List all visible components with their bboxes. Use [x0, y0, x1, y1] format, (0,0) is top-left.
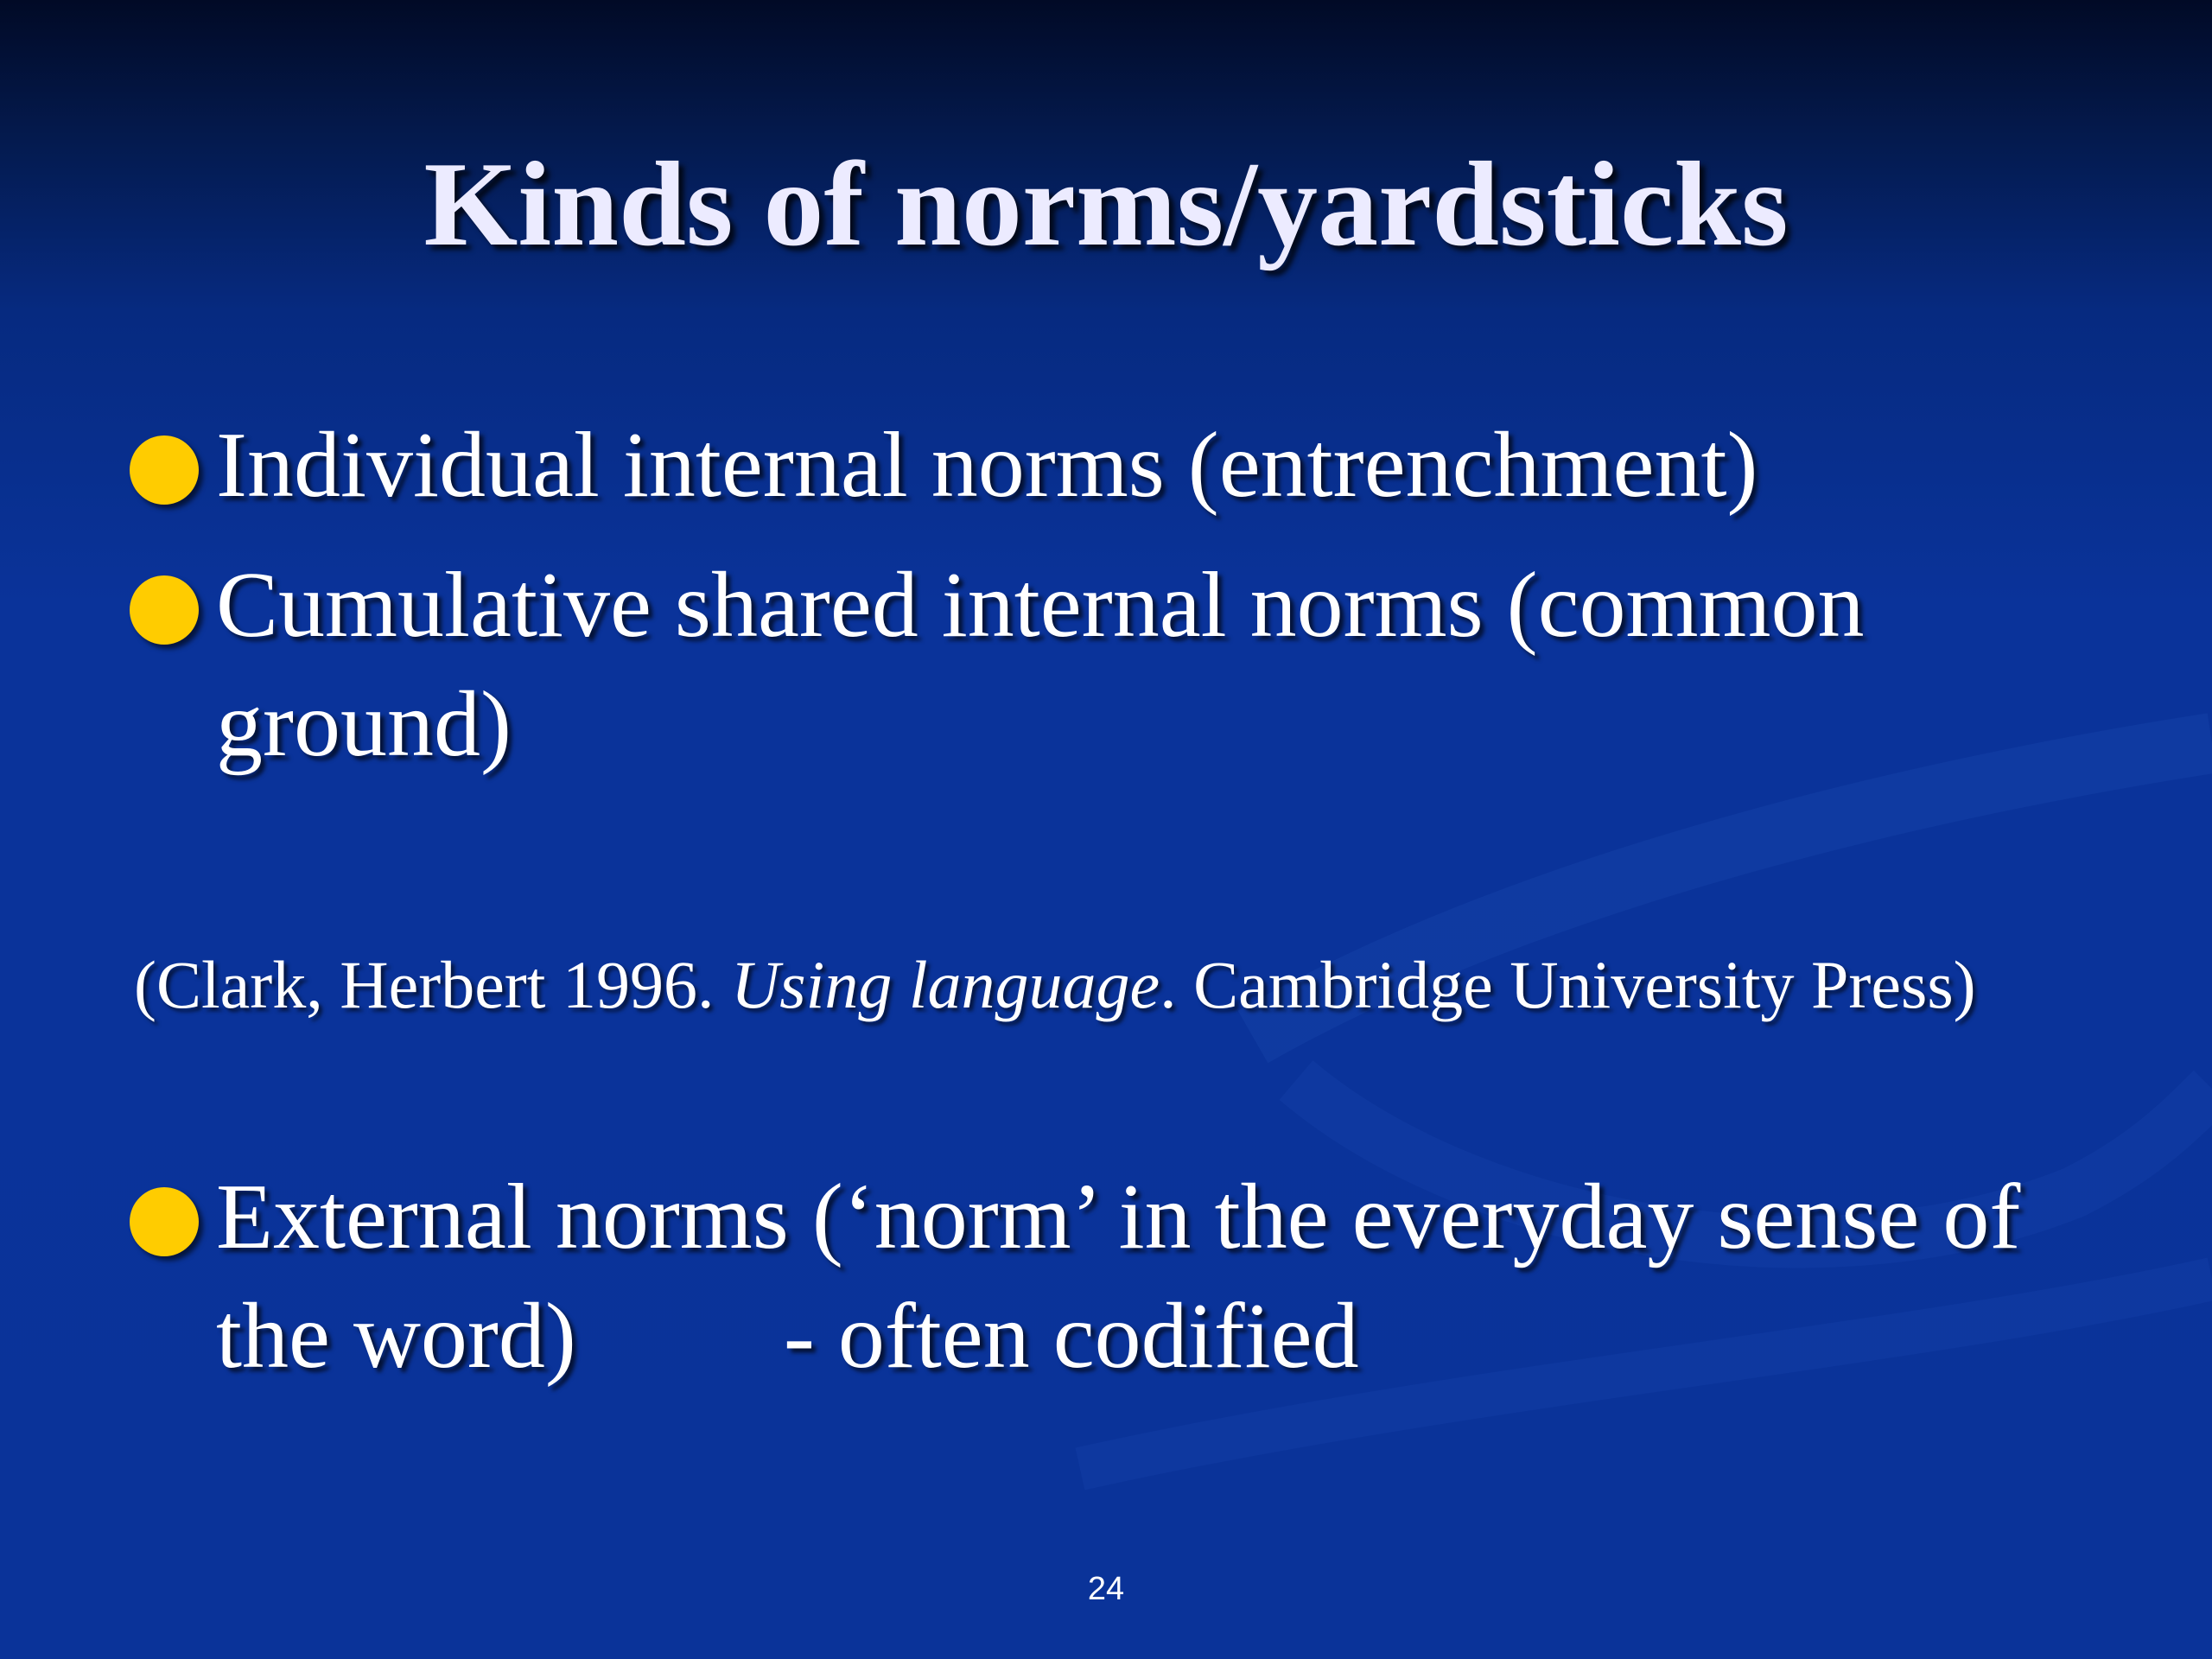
- bullet-text: Individual internal norms (entrenchment): [216, 414, 1758, 517]
- bullet-text: [216, 1158, 2134, 1396]
- page-number: 24: [1087, 1571, 1125, 1607]
- bullet-text-suffix: - often codified: [783, 1285, 1359, 1388]
- citation-suffix: . Cambridge University Press): [1160, 947, 1976, 1022]
- bullet-text-main: External norms (‘norm’ in the everyday sense of the word): [216, 1166, 2021, 1388]
- bullet-dot-icon: [130, 575, 199, 645]
- slide-title: Kinds of norms/yardsticks: [423, 137, 1789, 271]
- bullet-dot-icon: [130, 435, 199, 505]
- bullet-text: Cumulative shared internal norms (common ground): [216, 554, 1865, 776]
- bullet-dot-icon: [130, 1187, 199, 1256]
- citation-book-title: Using language: [730, 947, 1160, 1022]
- citation: [134, 942, 2121, 1028]
- citation-prefix: (Clark, Herbert 1996.: [134, 947, 731, 1022]
